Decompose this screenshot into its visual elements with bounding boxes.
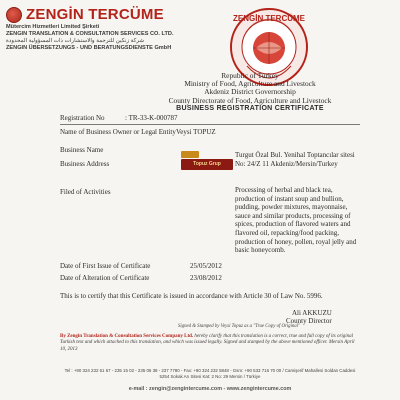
signer-title: County Director	[286, 317, 332, 325]
translation-text: hereby clarify that this translation is a correct, true and full copy of its original Turkish text and which attached to this translation, and which was issued legally. Signed and stamped by the above mentioned officer. Mersin April 10, 2013	[60, 334, 355, 352]
header-line-3: Akdeniz District Governorship	[204, 87, 296, 97]
company-contact: e-mail : zengin@zengintercume.com - www.zengintercume.com	[128, 386, 292, 392]
globe-logo-icon	[6, 7, 22, 23]
company-name-de: ZENGIN ÜBERSETZUNGS - UND BERATUNGSDIENSTE GmbH	[6, 45, 172, 51]
brand-stamp: Topuz Grup	[181, 159, 233, 170]
owner-value: Veysi TOPUZ	[176, 128, 216, 136]
divider	[60, 124, 360, 125]
company-name-en: ZENGIN TRANSLATION & CONSULTATION SERVICES CO. LTD.	[6, 31, 174, 37]
company-name-tr: Mütercim Hizmetleri Limited Şirketi	[6, 24, 100, 30]
brand-sticker-icon	[181, 151, 199, 158]
letterhead	[6, 6, 196, 51]
certify-statement: This is to certify that this Certificate is issued in accordance with Article 30 of Law No. 5996.	[60, 292, 323, 300]
certificate-title: BUSINESS REGISTRATION CERTIFICATE	[176, 104, 324, 112]
activities-value: Processing of herbal and black tea, production of instant soup and bullion, pudding, powder mixtures, mayonnaise, sauce and similar products, processing of spices, production of flavored waters and flavored oil, repacking/food packing, production of honey, pollen, royal jelly and basic honeycomb.	[235, 186, 357, 255]
translator-company: By Zengin Translation & Consultation Services Company Ltd.	[60, 334, 194, 339]
signer-name: Ali AKKUZU	[292, 309, 332, 317]
company-name-ar: شركة زنكين للترجمة والاستشارات ذات المسؤولية المحدودة	[6, 38, 145, 44]
translation-note	[60, 334, 360, 353]
alteration-label: Date of Alteration of Certificate	[60, 274, 150, 282]
svg-text:ZENGİN TERCÜME: ZENGİN TERCÜME	[233, 14, 305, 23]
header-line-1: Republic of Turkey	[221, 71, 279, 80]
first-issue-value: 25/05/2012	[190, 262, 222, 270]
address-value: Turgut Özal Bul. Yenihal Toptancılar sitesi No: 24/Z 11 Akdeniz/Mersin/Turkey	[235, 151, 355, 168]
signed-by-note: Signed & Stamped by Veysi Topuz as a "True Copy of Original"	[178, 324, 301, 329]
logo-row	[6, 6, 196, 23]
reg-label: Registration No	[60, 114, 105, 122]
brand-name: ZENGİN TERCÜME	[26, 6, 164, 23]
business-name-label: Business Name	[60, 146, 104, 154]
header-line-4: County Directorate of Food, Agriculture and Livestock	[168, 95, 332, 105]
address-label: Business Address	[60, 160, 110, 168]
reg-value: : TR-33-K-000787	[125, 114, 178, 122]
first-issue-label: Date of First Issue of Certificate	[60, 262, 151, 270]
alteration-value: 23/08/2012	[190, 274, 222, 282]
owner-label: Name of Business Owner or Legal Entity	[60, 128, 176, 136]
company-address: Tel : +90 324 232 61 67 - 235 15 02 - 235 06 38 - 237 7780 - Fax: +90 324 232 5848 - Gsm: +90 533 716 70 00 / Camişerif Mahallesi Soldan Caddesi 5254 Sokak Arı Sitesi Kat: 2 No: 29 Mersin / Türkiye	[64, 368, 356, 379]
issuer-header	[140, 72, 360, 113]
header-line-2: Ministry of Food, Agriculture and Livestock	[184, 79, 316, 89]
activities-label: Filed of Activities	[60, 188, 111, 196]
